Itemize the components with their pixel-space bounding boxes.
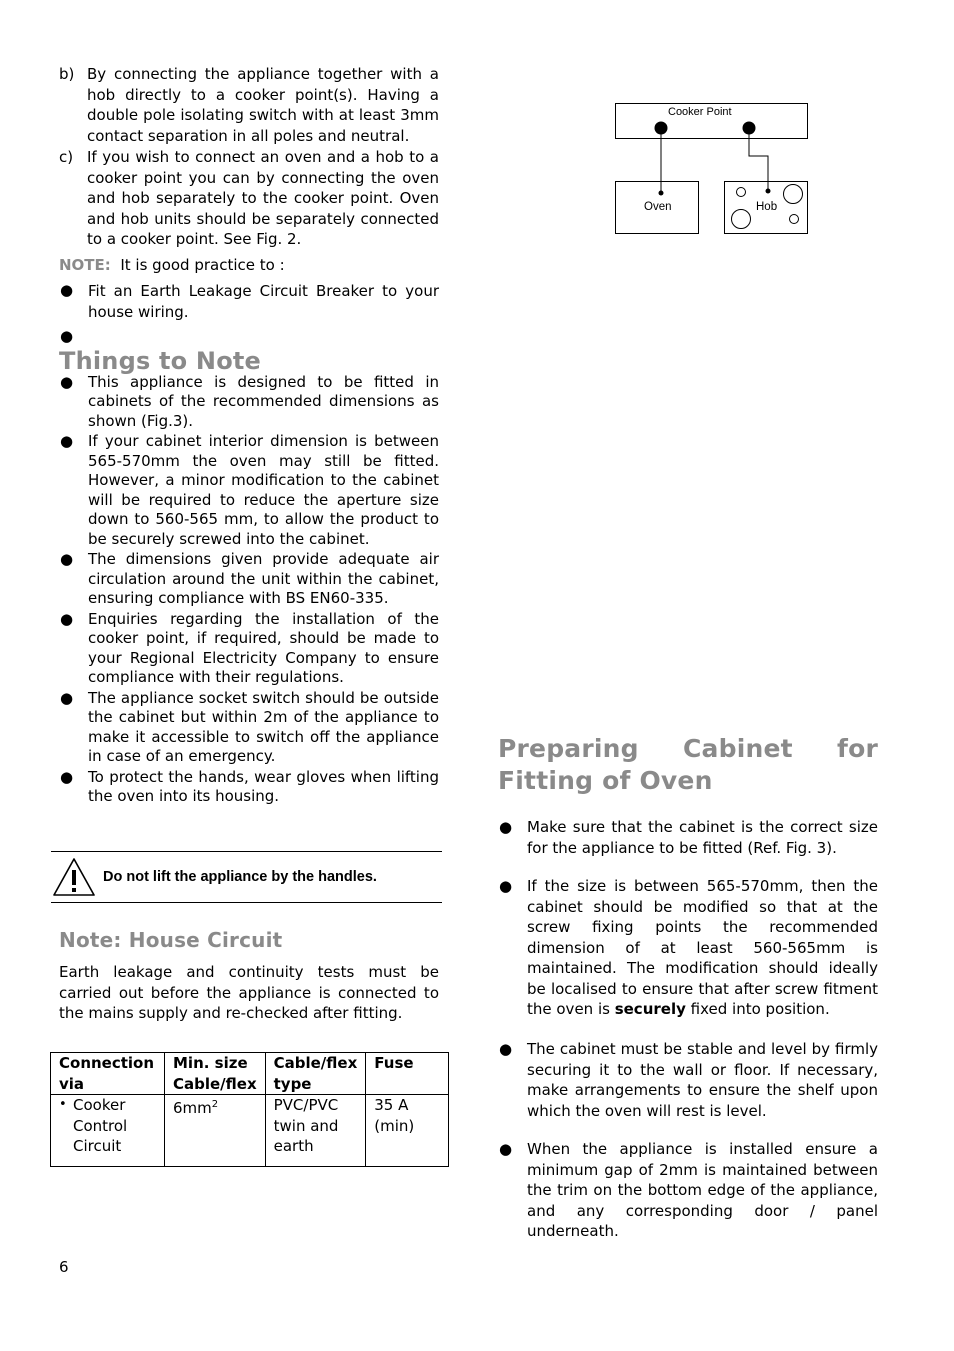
things-bullet xyxy=(59,610,439,688)
item-b xyxy=(59,64,439,146)
cabinet-bullet-2 xyxy=(498,876,878,1020)
bullet-dot: ● xyxy=(499,877,513,895)
bullet-text: Fit an Earth Leakage Circuit Breaker to your house wiring. xyxy=(88,282,439,321)
bullet-dot: ● xyxy=(499,1140,513,1158)
left-column xyxy=(59,64,439,807)
item-label: c) xyxy=(59,148,74,166)
hob-connection-dot xyxy=(766,189,771,194)
header-connection: Connection via xyxy=(51,1053,165,1095)
bullet2-text-after: fixed into position. xyxy=(685,1000,830,1018)
cabinet-bullet-1 xyxy=(498,817,878,858)
practice-note xyxy=(59,255,439,276)
bullet-dot: ● xyxy=(60,767,74,786)
connection-text: Cooker Control Circuit xyxy=(73,1096,128,1155)
things-bullet xyxy=(59,768,439,807)
warning-icon xyxy=(52,857,96,897)
item-text: If you wish to connect an oven and a hob to a cooker point you can by connecting the oven and hob separately to the cooker point. Oven and hob units should be separately connected to a cooker point. See Fig. 2. xyxy=(87,148,439,248)
bullet-text: The cabinet must be stable and level by firmly securing it to the wall or floor. If necessary, make arrangements to ensure the shelf upon which the oven will rest is level. xyxy=(527,1040,878,1120)
things-list xyxy=(59,373,439,807)
practice-bullet-1 xyxy=(59,281,439,322)
item-text: By connecting the appliance together with a hob directly to a cooker point(s). Having a double pole isolating switch with at least 3mm contact separation in all poles and neutral. xyxy=(87,65,439,145)
note-label: NOTE: xyxy=(59,255,111,274)
cabinet-bullet-3 xyxy=(498,1039,878,1121)
bullet-dot: • xyxy=(59,1097,67,1112)
table-row xyxy=(51,1095,449,1167)
bullet-dot: ● xyxy=(60,688,74,707)
header-size: Min. size Cable/flex xyxy=(165,1053,266,1095)
bullet-dot: ● xyxy=(60,372,74,391)
things-bullet xyxy=(59,689,439,767)
bullet-text: If your cabinet interior dimension is between 565-570mm the oven may still be fitted. However, a minor modification to the cabinet will be required to reduce the aperture size down to 560-565 mm, to allow the product to be securely screwed into the cabinet. xyxy=(88,432,439,548)
item-label: b) xyxy=(59,65,75,83)
size-superscript: 2 xyxy=(211,1099,219,1110)
page-number: 6 xyxy=(59,1258,69,1276)
things-bullet xyxy=(59,373,439,432)
wiring-diagram-svg xyxy=(614,102,810,236)
bullet-text: This appliance is designed to be fitted in cabinets of the recommended dimensions as shown (Fig.3). xyxy=(88,372,439,430)
hob-label: Hob xyxy=(756,201,778,213)
oven-connection-dot xyxy=(659,191,664,196)
warning-text: Do not lift the appliance by the handles. xyxy=(103,869,377,885)
bullet-text: Enquiries regarding the installation of the cooker point, if required, should be made to your Regional Electricity Company to ensure compliance with their regulations. xyxy=(88,609,439,686)
bullet-text: When the appliance is installed ensure a minimum gap of 2mm is maintained between the trim on the bottom edge of the appliance, and any corresponding door / panel underneath. xyxy=(527,1140,878,1240)
cell-connection xyxy=(51,1095,165,1167)
bullet-dot: ● xyxy=(499,818,513,836)
oven-label: Oven xyxy=(644,201,672,213)
cabinet-bullet-4 xyxy=(498,1139,878,1242)
bullet-text: To protect the hands, wear gloves when lifting the oven into its housing. xyxy=(88,767,439,805)
cell-fuse: 35 A (min) xyxy=(366,1095,449,1167)
table-header-row xyxy=(51,1053,449,1095)
house-circuit-text: Earth leakage and continuity tests must be carried out before the appliance is connected to the mains supply and re-checked after fitting. xyxy=(59,963,439,1022)
bullet-text: Make sure that the cabinet is the correct size for the appliance to be fitted (Ref. Fig. 3). xyxy=(527,818,878,857)
things-bullet xyxy=(59,550,439,609)
wiring-diagram xyxy=(614,102,810,236)
header-fuse: Fuse xyxy=(366,1053,449,1095)
bullet2-bold: securely xyxy=(614,1000,686,1018)
bullet-dot: ● xyxy=(60,327,74,345)
bullet-dot: ● xyxy=(60,609,74,628)
note-text: It is good practice to : xyxy=(120,255,285,274)
cell-size xyxy=(165,1095,266,1167)
practice-bullet-2 xyxy=(59,327,439,347)
bullet-text xyxy=(88,327,439,347)
warning-box xyxy=(51,851,442,903)
house-circuit-section xyxy=(59,927,439,1024)
cable-spec-table xyxy=(50,1052,449,1167)
bullet-dot: ● xyxy=(60,550,74,568)
bullet-text: The appliance socket switch should be outside the cabinet but within 2m of the appliance to make it accessible to switch off the appliance in case of an emergency. xyxy=(88,688,439,765)
bullet-text xyxy=(527,876,878,1020)
size-text: 6mm xyxy=(173,1099,212,1117)
preparing-cabinet-heading: Preparing Cabinet for Fitting of Oven xyxy=(498,734,878,795)
house-circuit-heading: Note: House Circuit xyxy=(59,928,283,952)
bullet-dot: ● xyxy=(60,432,74,450)
things-to-note-heading: Things to Note xyxy=(59,346,262,375)
cooker-point-label: Cooker Point xyxy=(668,106,732,118)
bullet-text: The dimensions given provide adequate air circulation around the unit within the cabinet, ensuring compliance with BS EN60-335. xyxy=(88,550,439,607)
header-type: Cable/flex type xyxy=(265,1053,366,1095)
item-c xyxy=(59,147,439,250)
things-bullet xyxy=(59,432,439,549)
bullet-dot: ● xyxy=(60,281,74,299)
cell-type: PVC/PVC twin and earth xyxy=(265,1095,366,1167)
bullet2-text-before: If the size is between 565-570mm, then the cabinet should be modified so that at the screw fixing points the recommended dimension of at least 560-565mm is maintained. The modification should ideally be localised to ensure that after screw fitment the oven is xyxy=(527,877,878,1018)
bullet-dot: ● xyxy=(499,1040,513,1058)
